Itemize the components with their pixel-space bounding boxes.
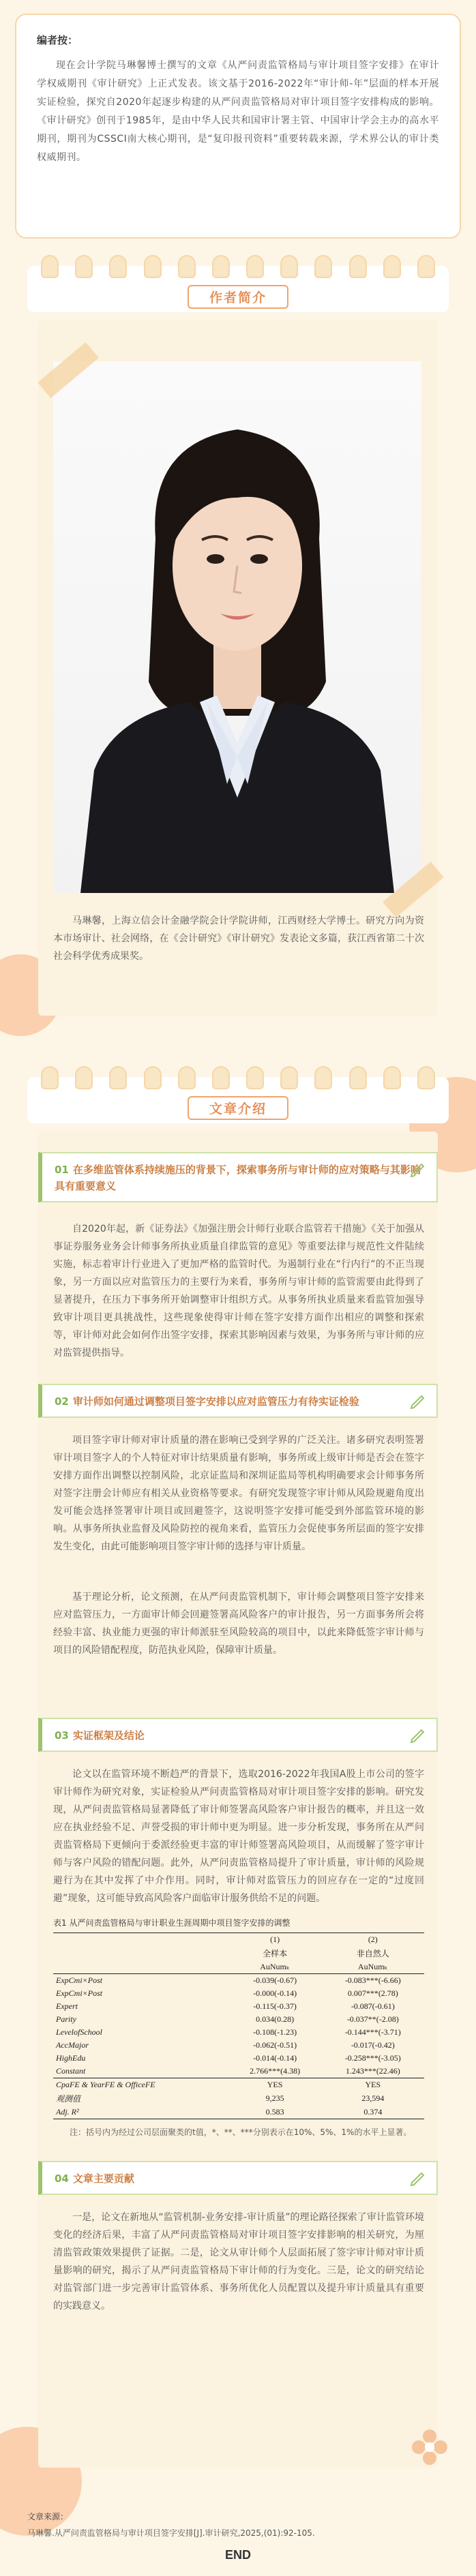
table-cell: -0.017(-0.42)	[351, 2040, 395, 2050]
table-cell: LevelofSchool	[56, 2027, 102, 2037]
section-02-paragraph-2: 基于理论分析，论文预测，在从严问责监管机制下，审计师会调整项目签字安排来应对监管压力，一方面审计师会回避签署高风险客户的审计报告，另一方面事务所会将经验丰富、执业能力更强的审计师派驻至风险较高的项目中，以此来降低签字审计师与项目的风险错配程度，防范执业风险，保障审计质量。	[53, 1592, 424, 1656]
table-subheader-row	[53, 1946, 424, 1960]
table-row	[53, 2065, 424, 2078]
section-01-heading	[38, 1152, 438, 1202]
section-02-paragraph-1: 项目签字审计师对审计质量的潜在影响已受到学界的广泛关注。诸多研究表明签署审计项目签字人的个人特征对审计结果质量有影响，事务所或上级审计师是否会在签字安排方面作出调整以控制风险，北京证监局和深圳证监局等机构明确要求会计师事务所对签字注册会计师应有相关从业资格等要求。有研究发现签字审计师从风险规避角度出发可能会选择签署审计项目或回避签字，这说明签字安排可能受到外部监管环境的影响。从事务所执业监督及风险防控的视角来看，监管压力会促使事务所层面的签字安排发生变化，由此可能影响项目签字审计师的选择与审计质量。	[53, 1435, 424, 1552]
regression-table	[53, 1933, 424, 2119]
table-cell	[53, 1933, 228, 1947]
table-cell: 全样本	[263, 1949, 288, 1958]
table-cell: 0.374	[322, 2106, 424, 2119]
table-cell: AccMajor	[56, 2040, 89, 2050]
source-label: 文章来源：	[27, 2512, 69, 2521]
table-cell: ExpCmi×Post	[56, 1988, 103, 1998]
author-section-title-box	[188, 285, 288, 309]
table-cell: 23,594	[361, 2093, 385, 2103]
table-cell: Expert	[56, 2001, 78, 2011]
table-cell: -0.087(-0.61)	[351, 2001, 395, 2011]
table-cell: -0.115(-0.37)	[253, 2001, 297, 2011]
section-04-heading	[38, 2161, 438, 2195]
section-03-heading	[38, 1718, 438, 1752]
author-section-title: 作者简介	[209, 290, 267, 305]
table-row	[53, 2026, 424, 2039]
editor-note-text: 现在会计学院马琳馨博士撰写的文章《从严问责监管格局与审计项目签字安排》在审计学权威期刊《审计研究》上正式发表。该文基于2016-2022年“审计师-年”层面的样本开展实证检验，探究自2020年起逐步构建的从严问责监管格局对审计项目签字安排构成的影响。《审计研究》创刊于1985年，是由中华人民共和国审计署主管、中国审计学会主办的高水平期刊，期刊为CSSCI南大核心期刊，是“复印报刊资料”重要转载来源，学术界公认的审计类权威期刊。	[37, 60, 439, 163]
table-row	[53, 2052, 424, 2065]
table-cell	[53, 1960, 228, 1974]
table-cell: 1.243***(22.46)	[345, 2066, 400, 2076]
section-number: 02	[55, 1395, 69, 1408]
notebook-rings	[41, 255, 435, 282]
table-row	[53, 2106, 424, 2119]
notebook-rings	[41, 1066, 435, 1093]
table-cell: -0.039(-0.67)	[228, 1974, 322, 1988]
section-02-heading	[38, 1384, 438, 1418]
table-cell: 2.766***(4.38)	[250, 2066, 301, 2076]
table-cell: -0.000(-0.14)	[253, 1988, 297, 1998]
table-cell: AuNumₖ	[357, 1962, 388, 1971]
table-caption: 表1 从严问责监管格局与审计职业生涯周期中项目签字安排的调整	[53, 1918, 291, 1928]
article-section-title-box	[188, 1096, 288, 1120]
table-cell: Parity	[56, 2014, 76, 2024]
table-cell: YES	[322, 2078, 424, 2092]
table-cell: -0.258***(-3.05)	[344, 2053, 401, 2063]
table-cell: -0.144***(-3.71)	[344, 2027, 401, 2037]
section-heading-text: 审计师如何通过调整项目签字安排以应对监管压力有待实证检验	[72, 1395, 359, 1408]
table-cell: -0.014(-0.14)	[253, 2053, 297, 2063]
regression-table-block	[53, 1917, 424, 2140]
editor-note-label: 编者按：	[37, 34, 78, 46]
table-cell: HighEdu	[56, 2053, 86, 2063]
editor-note-card	[15, 14, 461, 239]
table-cell: -0.083***(-6.66)	[322, 1974, 424, 1988]
section-number: 01	[55, 1164, 69, 1176]
pencil-icon	[409, 2169, 427, 2187]
pencil-icon	[409, 1726, 427, 1744]
table-cell: YES	[228, 2078, 322, 2092]
table-cell: CpaFE & YearFE & OfficeFE	[53, 2078, 228, 2092]
section-heading-text: 文章主要贡献	[72, 2172, 134, 2185]
table-cell: AuNumₖ	[260, 1962, 290, 1971]
end-mark: END	[224, 2548, 252, 2562]
table-cell: 非自然人	[356, 1949, 389, 1958]
table-cell: -0.037**(-2.08)	[346, 2014, 399, 2024]
section-04-paragraph: 一是，论文在新地从“监管机制-业务安排-审计质量”的理论路径探索了审计监管环境变化的经济后果，丰富了从严问责监管格局对审计项目签字安排影响的相关研究，为厘清监管政策效果提供了证据。二是，论文从审计师个人层面拓展了签字审计师对审计质量影响的研究，揭示了从严问责监管格局下审计师的行为变化。三是，论文的研究结论对监管部门进一步完善审计监管体系、事务所优化人员配置以及提升审计质量具有重要的实践意义。	[53, 2212, 424, 2312]
section-heading-text: 实证框架及结论	[72, 1729, 145, 1742]
table-row	[53, 2078, 424, 2092]
table-row	[53, 1987, 424, 2000]
section-03-paragraph: 论文以在监管环境不断趋严的背景下，选取2016-2022年我国A股上市公司的签字审计师作为研究对象，实证检验从严问责监管格局对审计项目签字安排的影响。研究发现，从严问责监管格局显著降低了审计师签署高风险客户审计报告的概率，并且这一效应在执业经验不足、声誉受损的审计师中更为明显。进一步分析发现，事务所在从严问责监管格局下更倾向于委派经验更丰富的审计师签署高风险项目，从而缓解了签字审计师与客户风险的错配问题。此外，从严问责监管格局提升了审计质量，审计师的风险规避行为在其中发挥了中介作用。同时，审计师对监管压力的回应存在一定的“过度回避”现象，这可能导致高风险客户面临审计服务供给不足的问题。	[53, 1769, 424, 1904]
section-number: 04	[55, 2172, 69, 2185]
table-cell: 9,235	[265, 2093, 284, 2103]
table-note: 注：括号内为经过公司层面聚类的t值，*、**、***分别表示在10%、5%、1%的水平上显著。	[70, 2127, 412, 2137]
table-cell: (1)	[228, 1933, 322, 1947]
table-row	[53, 2000, 424, 2013]
author-bio: 马琳馨，上海立信会计金融学院会计学院讲师，江西财经大学博士。研究方向为资本市场审计、社会网络，在《会计研究》《审计研究》发表论文多篇，获江西省第二十次社会科学优秀成果奖。	[53, 915, 424, 962]
table-cell	[53, 1946, 228, 1960]
table-cell: -0.108(-1.23)	[253, 2027, 297, 2037]
table-cell: Constant	[56, 2066, 86, 2076]
flower-icon	[409, 2427, 450, 2468]
article-section-title: 文章介绍	[209, 1102, 267, 1117]
table-cell: 0.034(0.28)	[256, 2014, 295, 2024]
table-row	[53, 2039, 424, 2052]
author-portrait	[53, 361, 421, 893]
pencil-icon	[409, 1160, 427, 1178]
table-cell: Adj. R²	[53, 2106, 228, 2119]
section-number: 03	[55, 1729, 69, 1742]
pencil-icon	[409, 1392, 427, 1410]
table-dv-row	[53, 1960, 424, 1974]
table-row	[53, 1974, 424, 1988]
table-cell: 0.007***(2.78)	[347, 1988, 398, 1998]
table-cell: ExpCmi×Post	[53, 1974, 228, 1988]
section-01-paragraph: 自2020年起，新《证券法》《加强注册会计师行业联合监管若干措施》《关于加强从事证券服务业务会计师事务所执业质量自律监管的意见》等重要法律与规范性文件陆续实施，标志着审计行业进入了更加严格的监管时代。为遏制行业在“行内行”的不正当现象，另一方面以应对监管压力的主要行为来看，事务所与审计师的监管需要由此得到了显著提升，在压力下事务所开始调整审计组织方式。从事务所执业质量来看监管加强导致审计项目更具挑战性，这些现象使得审计师在签字安排方面作出相应的调整和探索等，审计师对此会如何作出签字安排，探索其影响因素与效果，为事务所与审计师的应对监管提供指导。	[53, 1224, 424, 1359]
portrait-illustration	[53, 361, 421, 893]
section-heading-text: 在多维监管体系持续施压的背景下，探索事务所与审计师的应对策略与其影响具有重要意义	[55, 1164, 421, 1192]
source-citation: 马琳馨.从严问责监管格局与审计项目签字安排[J].审计研究,2025,(01):92-105.	[27, 2528, 315, 2538]
table-header-row	[53, 1933, 424, 1947]
article-source	[27, 2509, 450, 2541]
table-row	[53, 2013, 424, 2026]
table-cell: 0.583	[228, 2106, 322, 2119]
table-cell: -0.062(-0.51)	[253, 2040, 297, 2050]
table-row	[53, 2091, 424, 2106]
table-cell: (2)	[322, 1933, 424, 1947]
table-cell: 观测值	[56, 2094, 81, 2104]
